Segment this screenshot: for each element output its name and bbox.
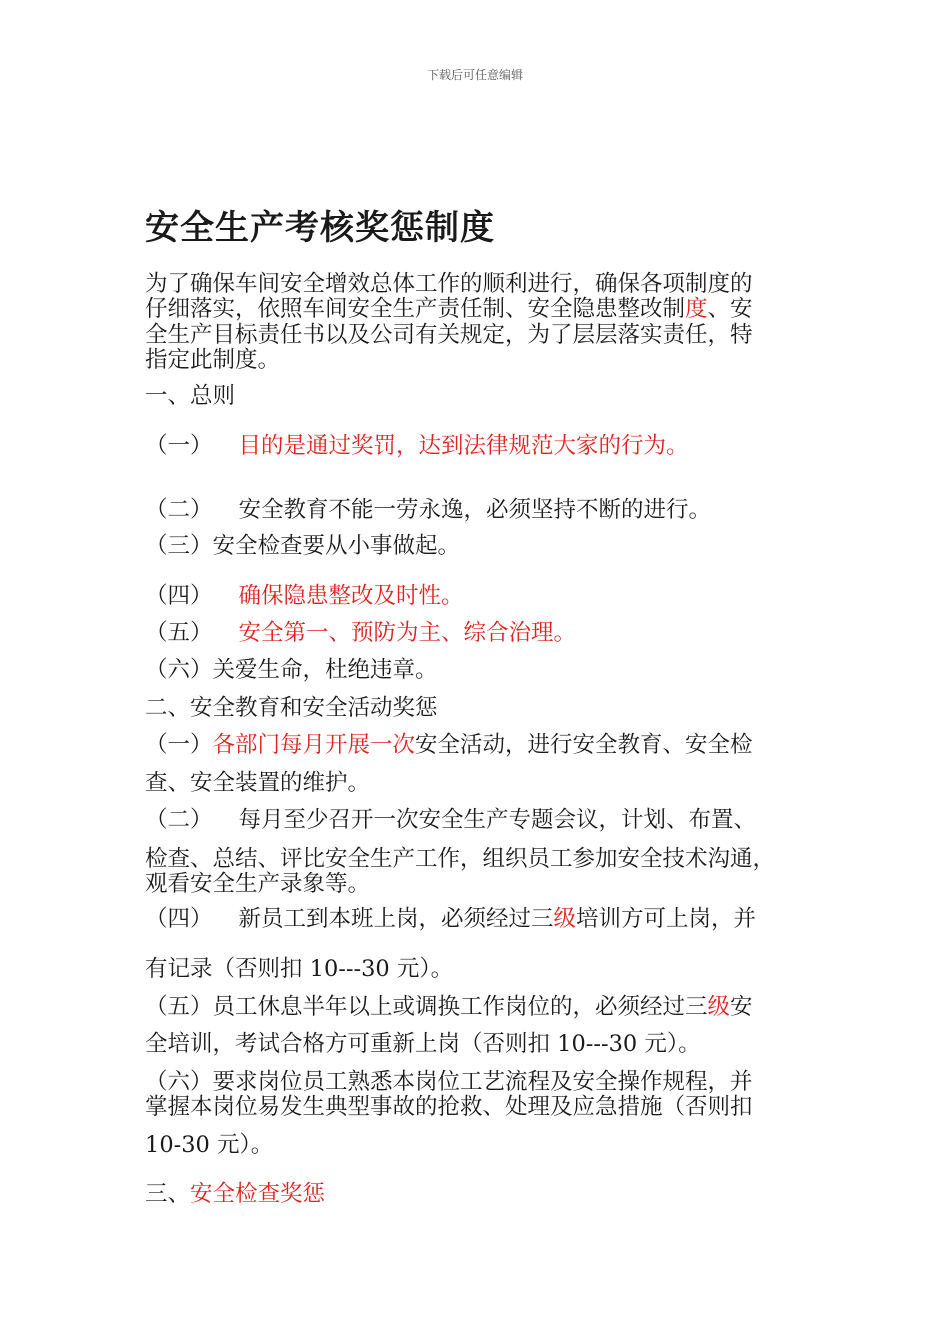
- s2-item-2-line-1: （二） 每月至少召开一次安全生产专题会议，计划、布置、: [145, 807, 757, 833]
- s1-item-3: （三）安全检查要从小事做起。: [145, 533, 461, 559]
- document-title: 安全生产考核奖惩制度: [145, 208, 495, 248]
- s2-item-1-line-1: （一）各部门每月开展一次安全活动，进行安全教育、安全检: [145, 732, 753, 758]
- intro-line-3: 全生产目标责任书以及公司有关规定，为了层层落实责任，特: [145, 322, 753, 348]
- section-1-heading: 一、总则: [145, 383, 236, 409]
- intro-line-1: 为了确保车间安全增效总体工作的顺利进行，确保各项制度的: [145, 271, 753, 297]
- s2-item-5-line-2: 全培训，考试合格方可重新上岗（否则扣 10---30 元）。: [145, 1031, 701, 1057]
- s2-item-4-line-1: （四） 新员工到本班上岗，必须经过三级培训方可上岗，并: [145, 906, 757, 932]
- intro-line-4: 指定此制度。: [145, 347, 281, 373]
- s2-item-4-line-2: 有记录（否则扣 10---30 元）。: [145, 956, 454, 982]
- s1-item-2: （二） 安全教育不能一劳永逸，必须坚持不断的进行。: [145, 497, 712, 523]
- s2-item-1-line-2: 查、安全装置的维护。: [145, 770, 371, 796]
- intro-line-2: 仔细落实，依照车间安全生产责任制、安全隐患整改制度、安: [145, 296, 753, 322]
- s1-item-4: （四） 确保隐患整改及时性。: [145, 583, 464, 609]
- s2-item-6-line-1: （六）要求岗位员工熟悉本岗位工艺流程及安全操作规程，并: [145, 1069, 753, 1095]
- s2-item-6-line-3: 10-30 元）。: [145, 1132, 274, 1158]
- s2-item-2-line-3: 观看安全生产录象等。: [145, 871, 371, 897]
- s1-item-5: （五） 安全第一、预防为主、综合治理。: [145, 620, 577, 646]
- s2-item-5-line-1: （五）员工休息半年以上或调换工作岗位的，必须经过三级安: [145, 994, 753, 1020]
- section-2-heading: 二、安全教育和安全活动奖惩: [145, 695, 438, 721]
- s2-item-2-line-2: 检查、总结、评比安全生产工作，组织员工参加安全技术沟通，: [145, 846, 776, 872]
- section-3-heading: 三、安全检查奖惩: [145, 1181, 326, 1207]
- s2-item-6-line-2: 掌握本岗位易发生典型事故的抢救、处理及应急措施（否则扣: [145, 1094, 753, 1120]
- s1-item-1: （一） 目的是通过奖罚，达到法律规范大家的行为。: [145, 433, 689, 459]
- page-header-note: 下载后可任意编辑: [426, 68, 523, 82]
- s1-item-6: （六）关爱生命，杜绝违章。: [145, 657, 438, 683]
